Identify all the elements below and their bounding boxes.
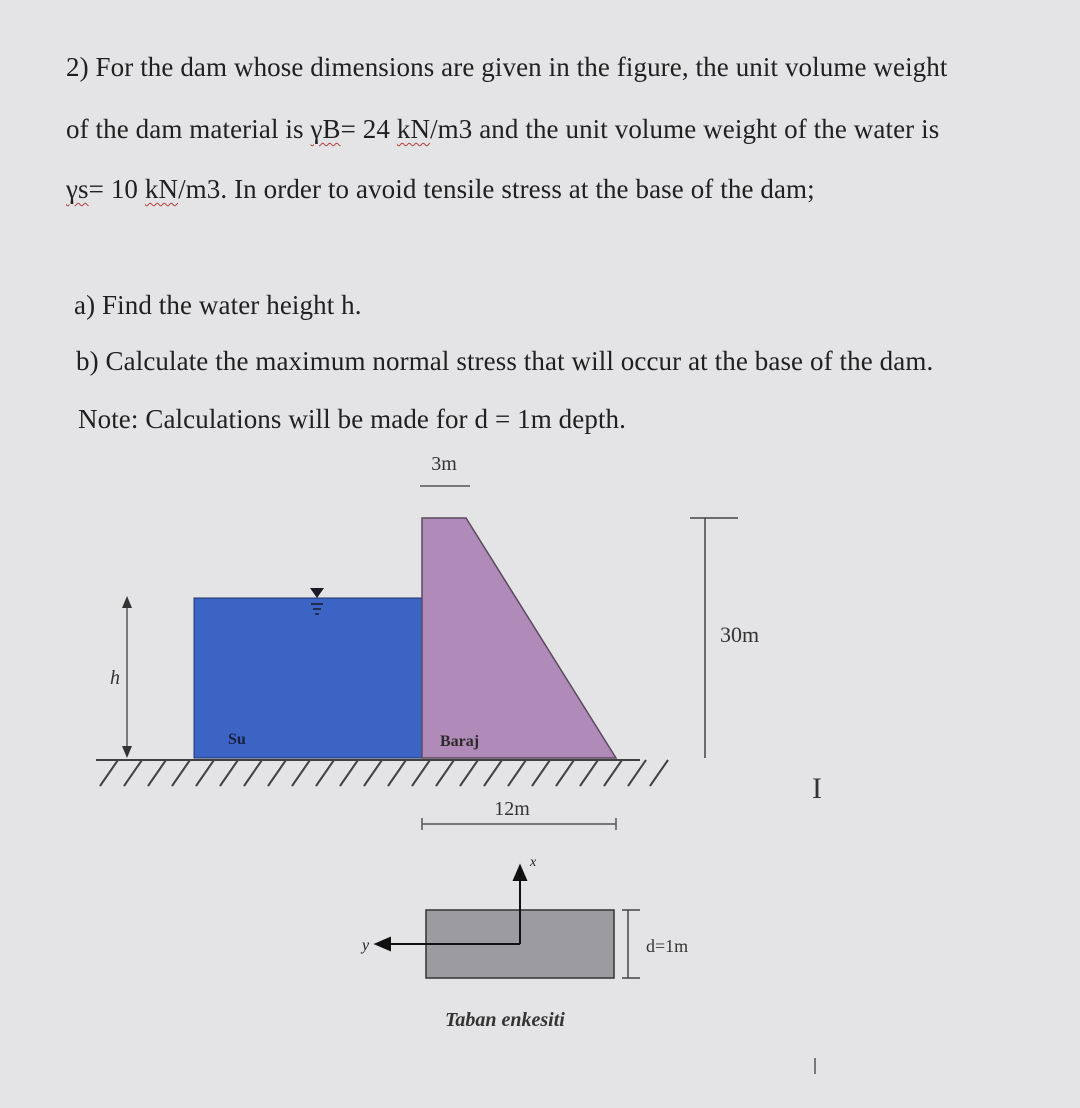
dam-height-label: 30m [720, 622, 760, 647]
dam-body [422, 518, 616, 758]
gamma-s-symbol: γs [66, 174, 89, 204]
problem-line-1: 2) For the dam whose dimensions are given in the figure, the unit volume weight [66, 52, 948, 82]
note-text: Note: Calculations will be made for d = 1m depth. [78, 404, 627, 434]
part-a-text: a) Find the water height h. [74, 290, 362, 320]
axis-x-label: x [530, 855, 537, 870]
ground-hatching [96, 760, 668, 786]
kn-unit-2: kN [144, 174, 179, 204]
axis-y-label: y [362, 937, 370, 954]
part-b-text: b) Calculate the maximum normal stress that will occur at the base of the dam. [76, 346, 934, 376]
line3-mid: = 10 [88, 174, 145, 204]
depth-dimension [622, 910, 640, 978]
line3-post: /m3. In order to avoid tensile stress at the base of the dam; [178, 174, 815, 204]
line2-mid: = 24 [340, 114, 397, 144]
depth-label: d=1m [646, 936, 689, 956]
water-height-dimension [122, 596, 132, 758]
water-height-label: h [110, 667, 120, 689]
gamma-b-symbol: γB [310, 114, 341, 144]
section-caption: Taban enkesiti [445, 1009, 565, 1031]
base-width-label: 12m [494, 798, 530, 820]
water-label: Su [228, 731, 246, 748]
line2-pre: of the dam material is [66, 114, 311, 144]
dam-label: Baraj [440, 733, 480, 750]
text-cursor-icon: I [812, 772, 822, 805]
line2-post: /m3 and the unit volume weight of the water is [430, 114, 940, 144]
kn-unit-1: kN [396, 114, 431, 144]
top-width-label: 3m [431, 453, 457, 475]
